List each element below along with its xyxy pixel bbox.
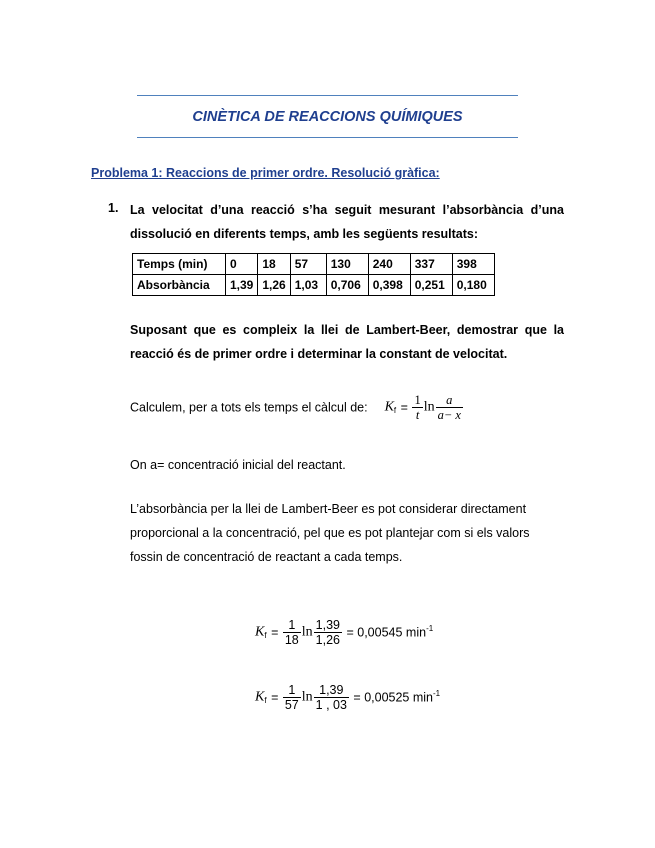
page-title: CINÈTICA DE REACCIONS QUÍMIQUES (192, 109, 463, 125)
eq1-equals: = (271, 625, 279, 640)
table-cell: 240 (368, 254, 410, 275)
table-cell: 0 (226, 254, 258, 275)
eq1-frac-den: 1,26 (315, 633, 340, 647)
problem-statement: Suposant que es compleix la llei de Lambert-Beer, demostrar que la reacció és de primer ordre i determinar la constant de velocitat. (130, 323, 564, 361)
fraction-denominator: a− x (437, 408, 461, 422)
eq1-k-sub: f (264, 630, 267, 640)
eq1-coefficient (283, 618, 301, 647)
eq2-ln: ln (301, 689, 313, 705)
table-cell: 18 (258, 254, 290, 275)
table-cell: 398 (452, 254, 494, 275)
table-cell: Temps (min) (133, 254, 226, 275)
eq1-k: K (255, 624, 265, 640)
coef-numerator: 1 (414, 393, 421, 407)
table-cell: 57 (290, 254, 326, 275)
equation-1 (255, 618, 433, 647)
table-cell: 1,03 (290, 275, 326, 296)
eq2-equals: = (271, 690, 279, 705)
question-text: La velocitat d’una reacció s’ha seguit mesurant l’absorbància d’una dissolució en diferents temps, amb les següents resultats: (130, 203, 564, 241)
table-cell: 0,180 (452, 275, 494, 296)
formula-coefficient (412, 393, 422, 422)
eq2-frac-num: 1,39 (314, 683, 349, 698)
eq1-frac-num: 1,39 (315, 618, 340, 632)
table-row (133, 254, 495, 275)
formula-k-sub: f (393, 405, 397, 415)
header-bottom-rule (137, 137, 518, 138)
formula-ln: ln (423, 399, 435, 415)
eq2-fraction (314, 683, 349, 712)
problem-heading: Problema 1: Reaccions de primer ordre. Resolució gràfica: (91, 166, 440, 180)
table-cell: 0,251 (410, 275, 452, 296)
header-top-rule (137, 95, 518, 96)
formula-equals: = (400, 400, 408, 415)
definition-text: On a= concentració inicial del reactant. (130, 458, 346, 472)
data-table (132, 253, 495, 296)
eq1-coef-den: 18 (284, 633, 299, 647)
table-cell: 0,706 (326, 275, 368, 296)
eq2-coef-num: 1 (283, 683, 301, 698)
eq2-k-sub: f (264, 695, 267, 705)
eq1-ln: ln (301, 624, 313, 640)
table-cell: 1,26 (258, 275, 290, 296)
eq1-fraction (314, 618, 342, 647)
calc-intro-text: Calculem, per a tots els temps el càlcul de: (130, 400, 368, 415)
formula-k: K (384, 399, 394, 415)
table-cell: 0,398 (368, 275, 410, 296)
eq1-result: = 0,00545 min (346, 625, 427, 640)
coef-denominator: t (415, 408, 420, 422)
eq2-frac-den: 1 , 03 (315, 698, 347, 712)
eq1-coef-num: 1 (283, 618, 301, 633)
table-cell: 130 (326, 254, 368, 275)
calc-intro-line (130, 393, 464, 422)
eq2-coefficient (283, 683, 301, 712)
question-number: 1. (108, 201, 119, 215)
eq2-coef-den: 57 (284, 698, 299, 712)
equation-2 (255, 683, 440, 712)
table-cell: 1,39 (226, 275, 258, 296)
formula-fraction (436, 393, 463, 422)
table-row (133, 275, 495, 296)
fraction-numerator: a (436, 393, 463, 408)
eq2-unit-sup: -1 (433, 688, 441, 698)
table-cell: 337 (410, 254, 452, 275)
eq1-unit-sup: -1 (426, 623, 434, 633)
explanation-text: L’absorbància per la llei de Lambert-Beer es pot considerar directament proporcional a la concentració, pel que es pot plantejar com si els valors fossin de concentració de reactant a cada temps. (130, 502, 530, 564)
eq2-k: K (255, 689, 265, 705)
table-cell: Absorbància (133, 275, 226, 296)
eq2-result: = 0,00525 min (353, 690, 433, 705)
